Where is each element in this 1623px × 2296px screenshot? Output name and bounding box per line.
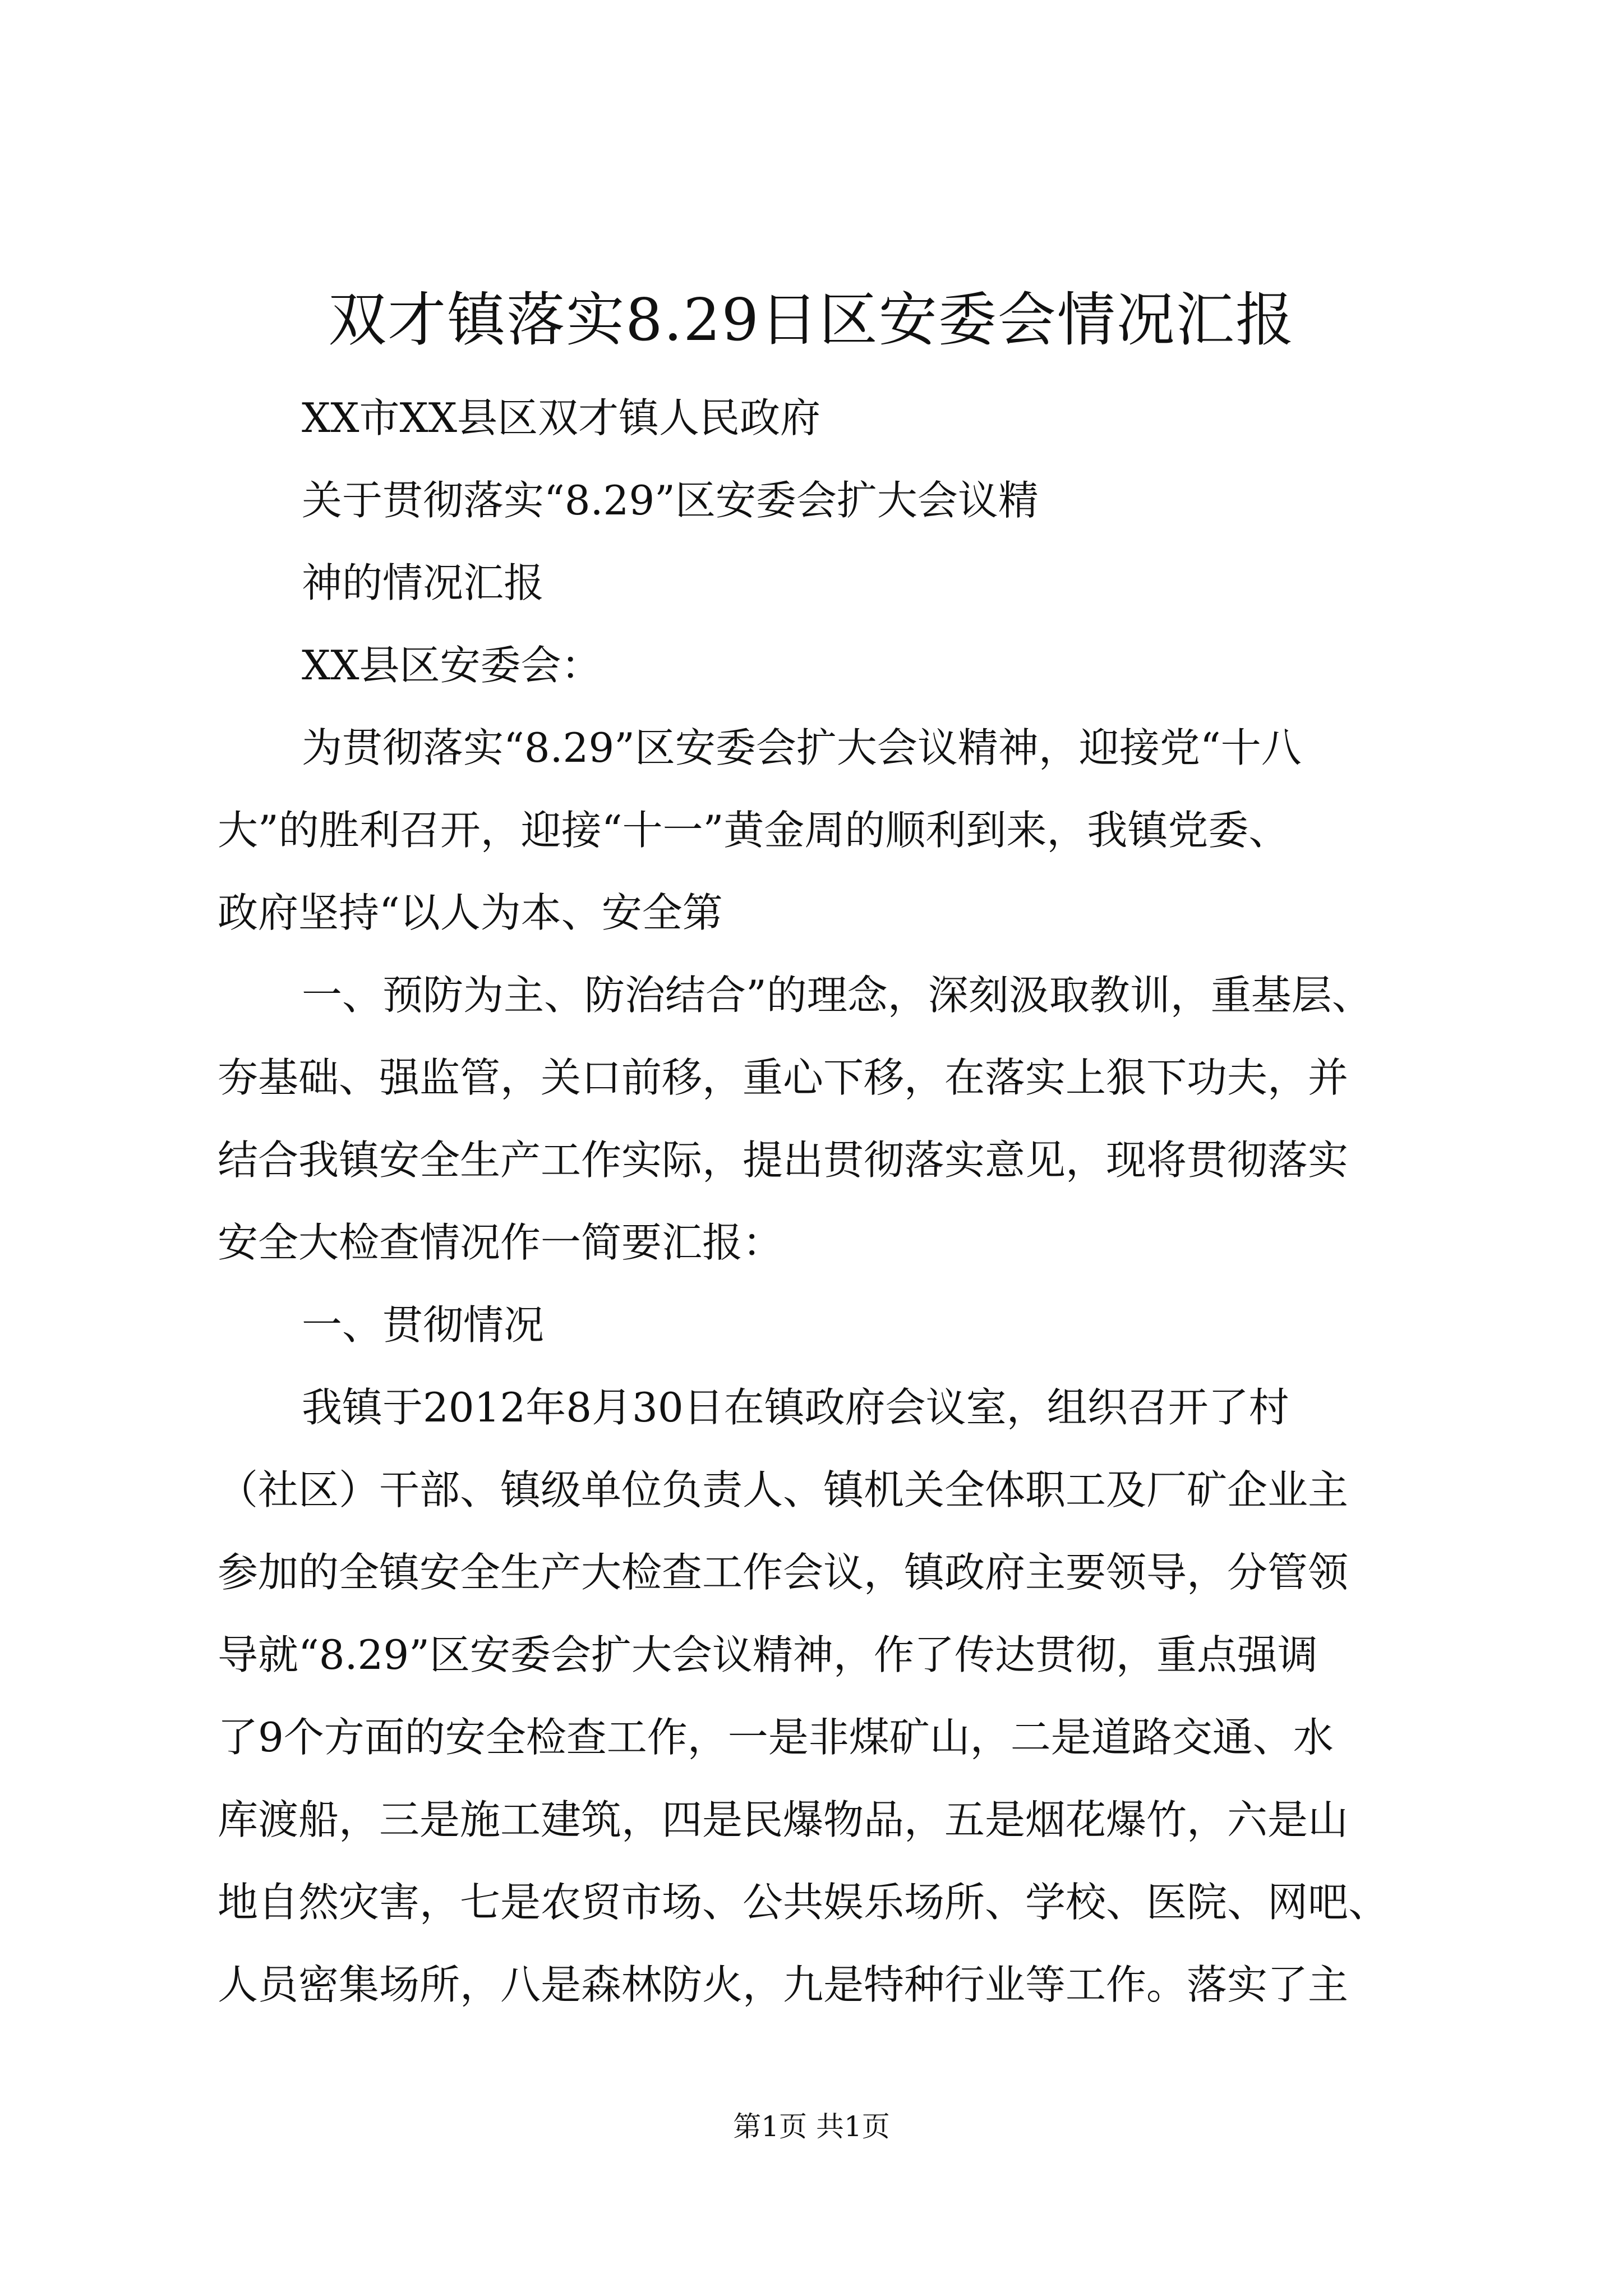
text-line: 参加的全镇安全生产大检查工作会议，镇政府主要领导，分管领 <box>218 1549 1349 1596</box>
text-line: 为贯彻落实“8.29”区安委会扩大会议精神，迎接党“十八 <box>302 724 1302 771</box>
text-line: 了9个方面的安全检查工作，一是非煤矿山，二是道路交通、水 <box>218 1714 1334 1761</box>
text-line: 一、贯彻情况 <box>302 1301 545 1349</box>
text-line: 大”的胜利召开，迎接“十一”黄金周的顺利到来，我镇党委、 <box>218 807 1289 854</box>
text-line: 神的情况汇报 <box>302 559 545 606</box>
text-line: 导就“8.29”区安委会扩大会议精神，作了传达贯彻，重点强调 <box>218 1631 1318 1678</box>
text-line: 我镇于2012年8月30日在镇政府会议室，组织召开了村 <box>302 1384 1289 1431</box>
text-line: 夯基础、强监管，关口前移，重心下移，在落实上狠下功夫，并 <box>218 1054 1349 1101</box>
text-line: 安全大检查情况作一简要汇报： <box>218 1219 783 1266</box>
text-line: （社区）干部、镇级单位负责人、镇机关全体职工及厂矿企业主 <box>218 1466 1349 1513</box>
text-line: 库渡船，三是施工建筑，四是民爆物品，五是烟花爆竹，六是山 <box>218 1796 1349 1843</box>
text-line: XX市XX县区双才镇人民政府 <box>302 394 821 441</box>
text-line: 地自然灾害，七是农贸市场、公共娱乐场所、学校、医院、网吧、 <box>218 1879 1389 1926</box>
text-line: 结合我镇安全生产工作实际，提出贯彻落实意见，现将贯彻落实 <box>218 1137 1349 1184</box>
text-line: 关于贯彻落实“8.29”区安委会扩大会议精 <box>302 477 1039 524</box>
text-line: 政府坚持“以人为本、安全第 <box>218 889 723 936</box>
page-footer: 第1页 共1页 <box>733 2110 890 2143</box>
text-line: 一、预防为主、防治结合”的理念，深刻汲取教训，重基层、 <box>302 972 1372 1019</box>
text-line: XX县区安委会： <box>302 642 602 689</box>
text-line: 人员密集场所，八是森林防火，九是特种行业等工作。落实了主 <box>218 1961 1349 2008</box>
document-body <box>218 377 1454 2026</box>
document-title: 双才镇落实8.29日区安委会情况汇报 <box>328 286 1295 354</box>
